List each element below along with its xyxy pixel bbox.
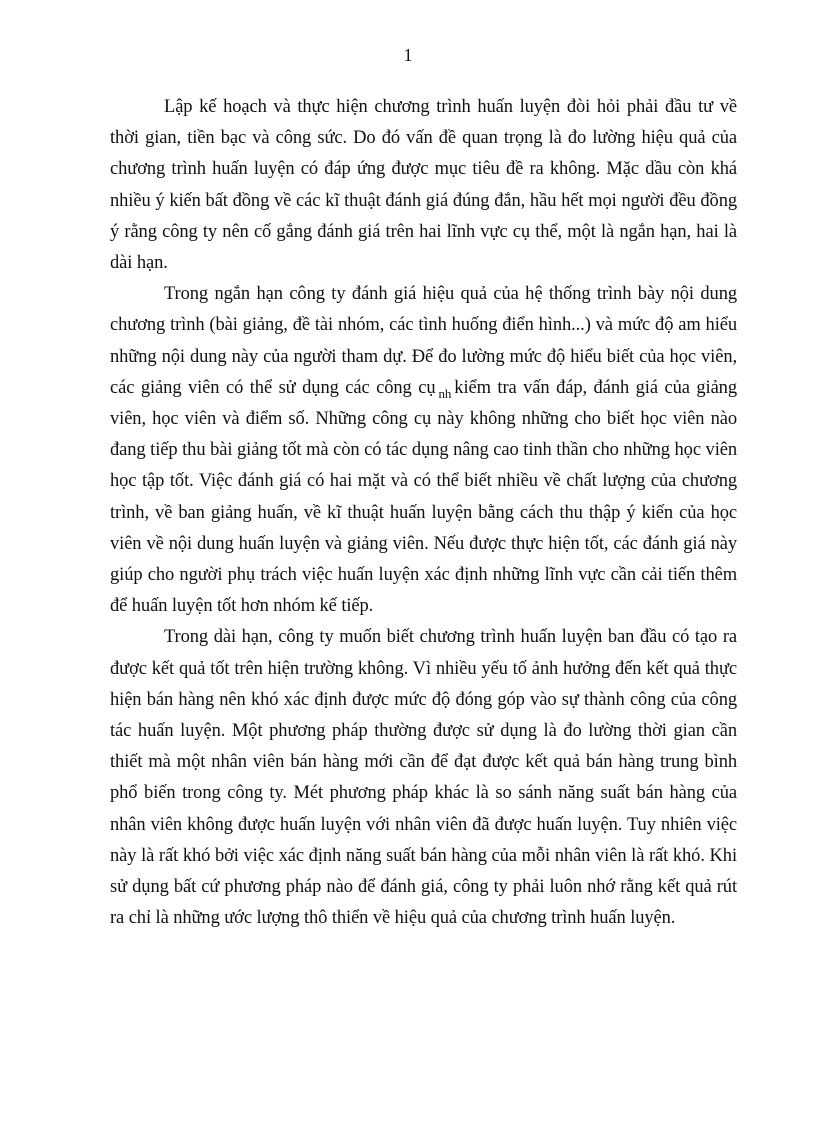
paragraph-short-term-part2: kiểm tra vấn đáp, đánh giá của giảng viên, học viên và điểm số. Những công cụ này không những cho biết học viên nào đang tiếp thu bài giảng tốt mà còn có tác dụng nâng cao tinh thần cho những học viên học tập tốt. Việc đánh giá có hai mặt và có thể biết nhiều về chất lượng của chương trình, về ban giảng huấn, về kĩ thuật huấn luyện bằng cách thu thập ý kiến của học viên về nội dung huấn luyện và giảng viên. Nếu được thực hiện tốt, các đánh giá này giúp cho người phụ trách việc huấn luyện xác định những lĩnh vực cần cải tiến thêm để huấn luyện tốt hơn nhóm kế tiếp. xyxy=(110,377,737,617)
paragraph-long-term: Trong dài hạn, công ty muốn biết chương trình huấn luyện ban đầu có tạo ra được kết quả tốt trên hiện trường không. Vì nhiều yếu tố ảnh hưởng đến kết quả thực hiện bán hàng nên khó xác định được mức độ đóng góp vào sự thành công của công tác huấn luyện. Một phương pháp thường được sử dụng là đo lường thời gian cần thiết mà một nhân viên bán hàng mới cần để đạt được kết quả bán hàng trung bình phổ biến trong công ty. Mét phương pháp khác là so sánh năng suất bán hàng của nhân viên không được huấn luyện với nhân viên đã được huấn luyện. Tuy nhiên việc này là rất khó bởi việc xác định năng suất bán hàng của mỗi nhân viên là rất khó. Khi sử dụng bất cứ phương pháp nào để đánh giá, công ty phải luôn nhớ rằng kết quả rút ra chỉ là những ước lượng thô thiển về hiệu quả của chương trình huấn luyện. xyxy=(110,627,737,929)
body-text xyxy=(110,92,737,934)
page-number: 1 xyxy=(403,45,413,65)
paragraph-evaluation-intro: Lập kế hoạch và thực hiện chương trình huấn luyện đòi hỏi phải đầu tư về thời gian, tiền bạc và công sức. Do đó vấn đề quan trọng là đo lường hiệu quả của chương trình huấn luyện có đáp ứng được mục tiêu đề ra không. Mặc dầu còn khá nhiều ý kiến bất đồng về các kĩ thuật đánh giá đúng đắn, hầu hết mọi người đều đồng ý rằng công ty nên cố gắng đánh giá trên hai lĩnh vực cụ thể, một là ngắn hạn, hai là dài hạn. xyxy=(110,97,737,274)
paragraph-short-term-part1: Trong ngắn hạn công ty đánh giá hiệu quả của hệ thống trình bày nội dung chương trình (bài giảng, đề tài nhóm, các tình huống điển hình...) và mức độ am hiểu những nội dung này của người tham dự. Để đo lường mức độ hiểu biết của học viên, các giảng viên có thể sử dụng các công cụ xyxy=(110,284,737,398)
stray-text-fragment: nh xyxy=(438,385,452,401)
paragraph-short-term xyxy=(110,279,737,622)
